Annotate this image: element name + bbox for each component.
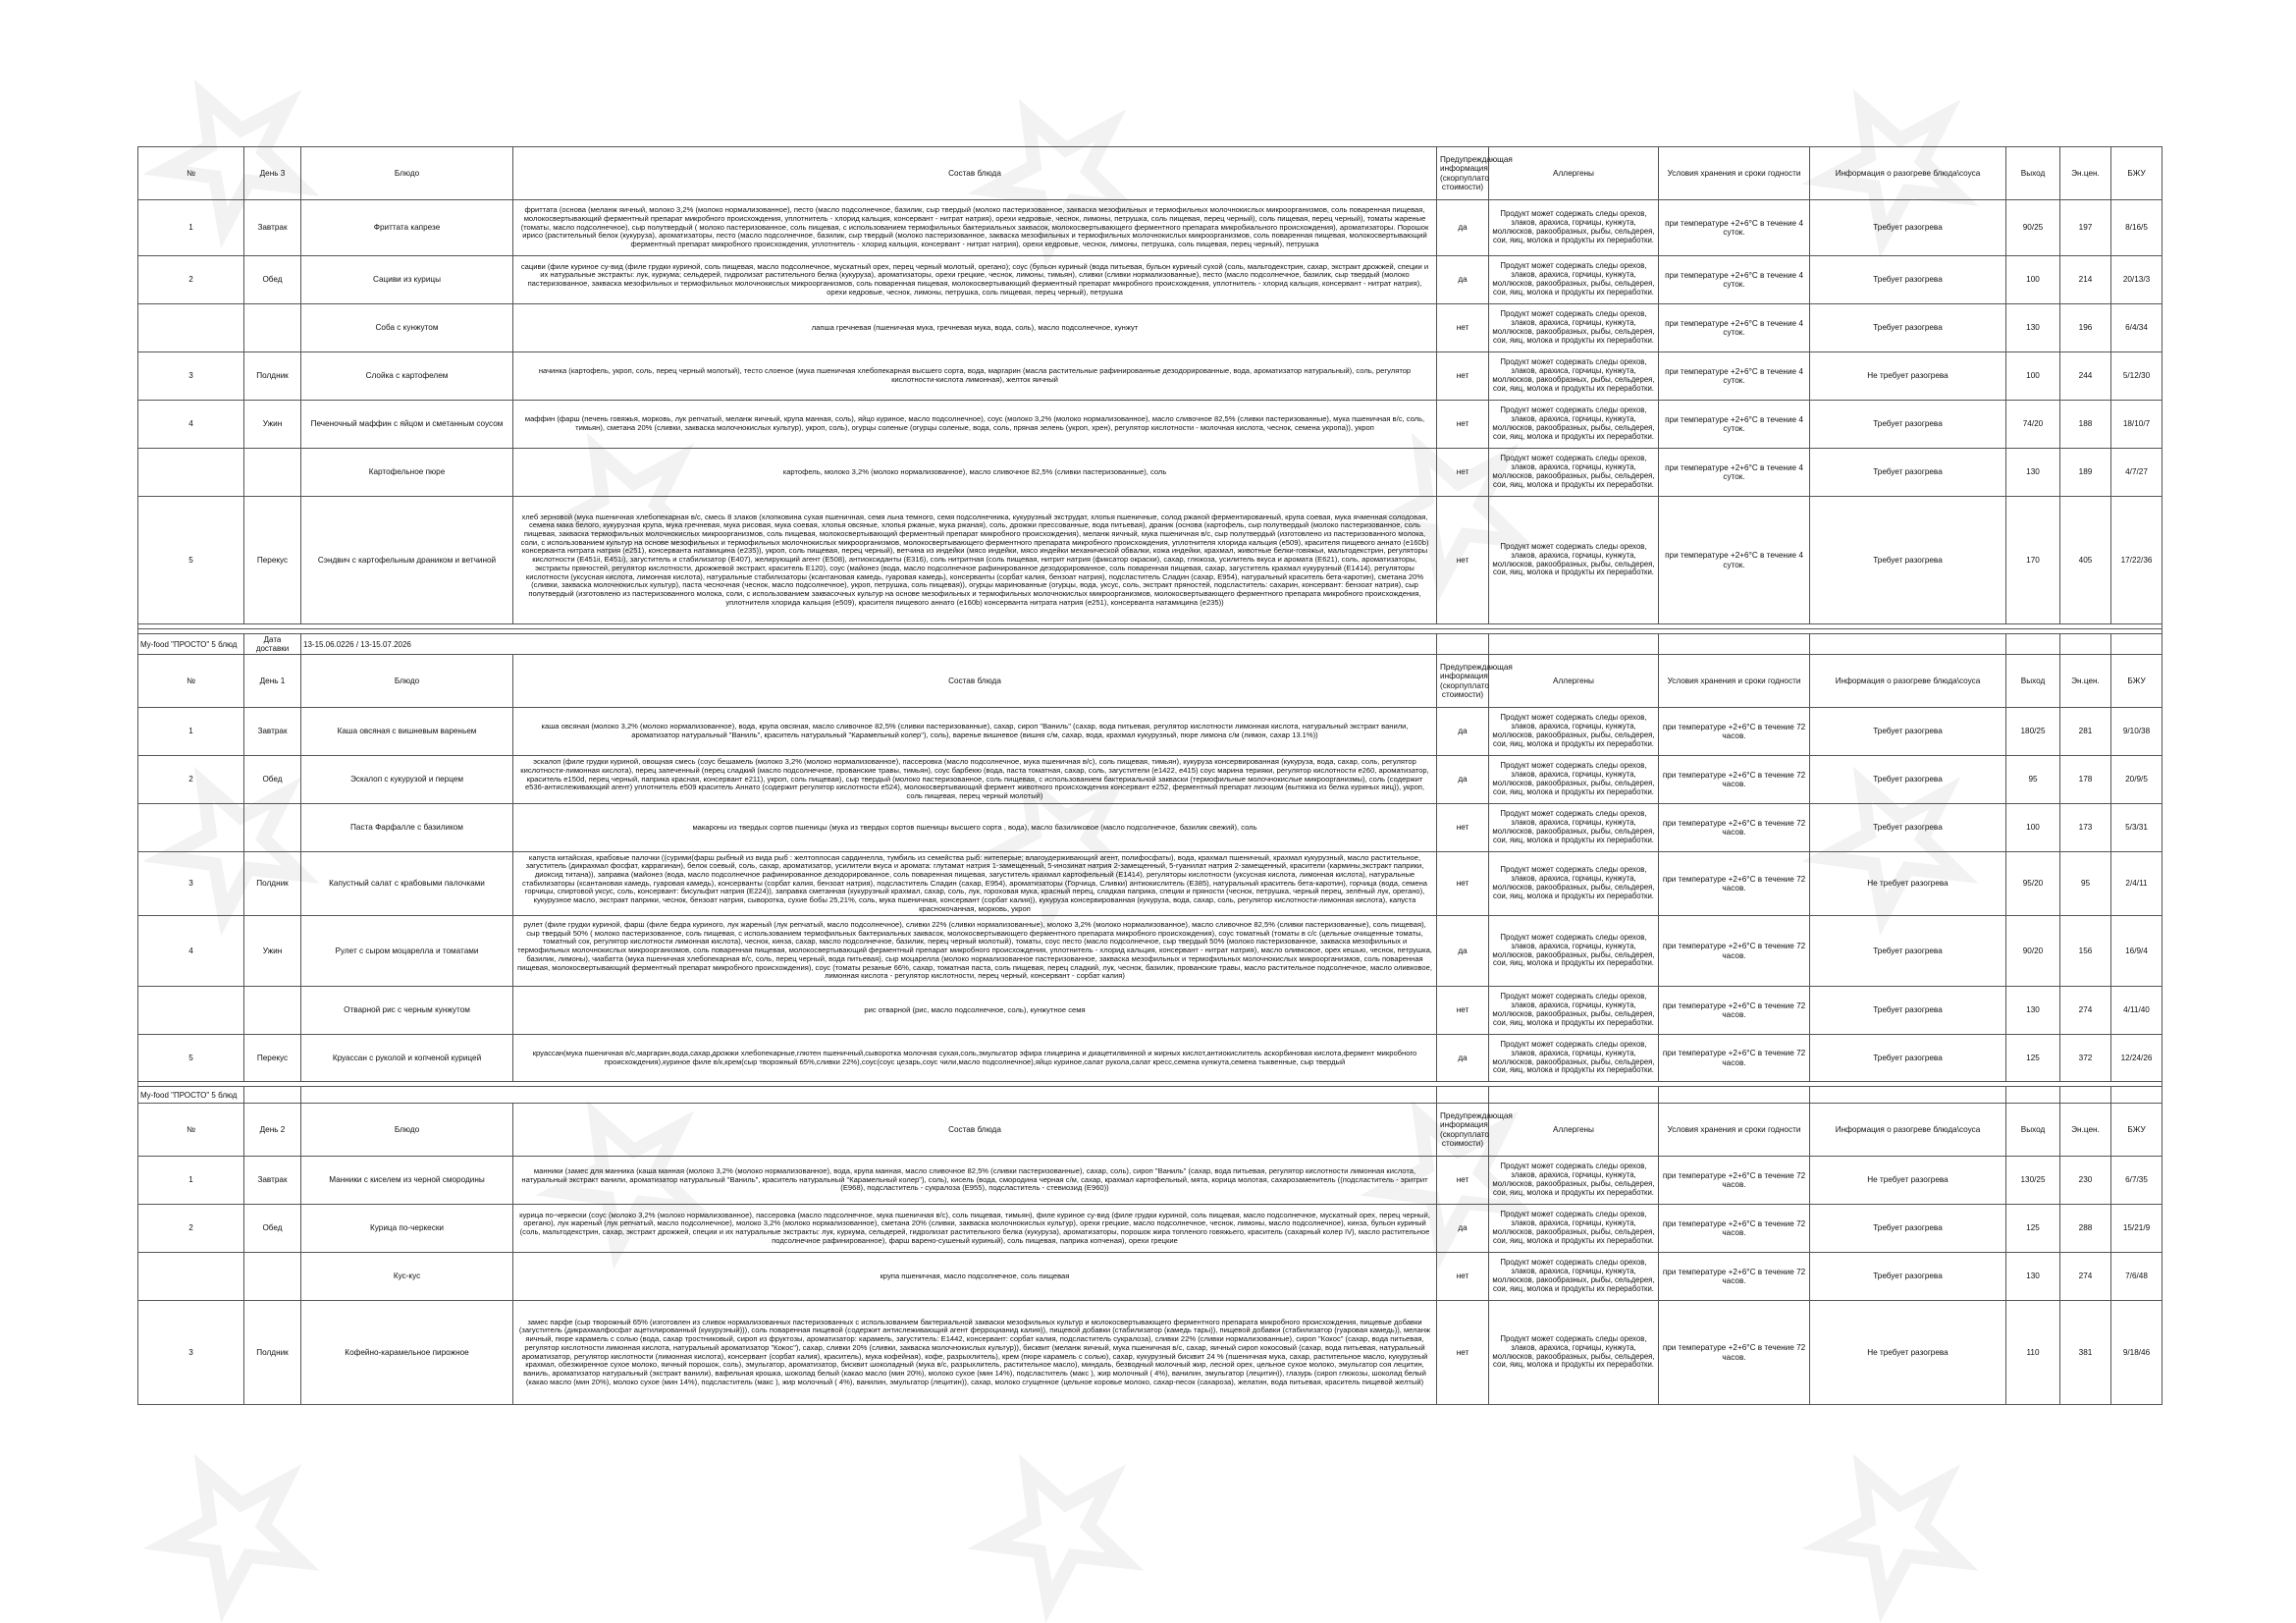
row-reheat: Требует разогрева — [1810, 256, 2006, 304]
header-warning: Предупреждающая информация (скорпуплато стоимости) — [1437, 655, 1489, 708]
row-warning: да — [1437, 200, 1489, 256]
header-dish: Блюдо — [301, 1104, 513, 1157]
table-header-row — [138, 1104, 2163, 1157]
row-num: 2 — [138, 256, 244, 304]
row-dish: Печеночный маффин с яйцом и сметанным соусом — [301, 401, 513, 449]
row-storage: при температуре +2+6°С в течение 72 часов. — [1659, 1253, 1810, 1301]
row-warning: нет — [1437, 987, 1489, 1035]
row-bju: 9/10/38 — [2111, 708, 2163, 756]
header-day: День 3 — [244, 147, 301, 200]
row-dish: Капустный салат с крабовыми палочками — [301, 852, 513, 916]
row-dish: Эскалоп с кукурузой и перцем — [301, 756, 513, 804]
header-bju: БЖУ — [2111, 1104, 2163, 1157]
row-meal: Полдник — [244, 1301, 301, 1405]
row-storage: при температуре +2+6°С в течение 72 часов. — [1659, 916, 1810, 987]
table-row — [138, 401, 2163, 449]
row-allergens: Продукт может содержать следы орехов, злаков, арахиса, горчицы, кунжута, моллюсков, ракообразных, рыбы, сельдерея, сои, яиц, молока и продукты их переработки. — [1489, 1157, 1659, 1205]
row-storage: при температуре +2+6°С в течение 72 часов. — [1659, 1205, 1810, 1253]
row-composition: макароны из твердых сортов пшеницы (мука из твердых сортов пшеницы высшего сорта , вода), масло базиликовое (масло подсолнечное, базилик свежий), соль — [513, 804, 1437, 852]
row-storage: при температуре +2+6°С в течение 4 суток. — [1659, 449, 1810, 497]
row-dish: Картофельное пюре — [301, 449, 513, 497]
row-storage: при температуре +2+6°С в течение 72 часов. — [1659, 1301, 1810, 1405]
row-storage: при температуре +2+6°С в течение 72 часов. — [1659, 852, 1810, 916]
row-energy: 244 — [2060, 352, 2111, 401]
row-meal — [244, 804, 301, 852]
row-meal: Перекус — [244, 497, 301, 624]
row-allergens: Продукт может содержать следы орехов, злаков, арахиса, горчицы, кунжута, моллюсков, ракообразных, рыбы, сельдерея, сои, яиц, молока и продукты их переработки. — [1489, 916, 1659, 987]
row-storage: при температуре +2+6°С в течение 4 суток. — [1659, 304, 1810, 352]
row-dish: Кус-кус — [301, 1253, 513, 1301]
header-reheat: Информация о разогреве блюда\соуса — [1810, 1104, 2006, 1157]
header-yield: Выход — [2006, 655, 2060, 708]
table-row — [138, 852, 2163, 916]
row-yield: 130 — [2006, 987, 2060, 1035]
empty-cell — [1810, 1087, 2006, 1104]
table-row — [138, 1253, 2163, 1301]
row-reheat: Требует разогрева — [1810, 449, 2006, 497]
row-storage: при температуре +2+6°С в течение 72 часов. — [1659, 987, 1810, 1035]
empty-cell — [1437, 634, 1489, 655]
row-storage: при температуре +2+6°С в течение 4 суток. — [1659, 256, 1810, 304]
empty-cell — [2060, 634, 2111, 655]
watermark-mark — [967, 1438, 1148, 1614]
row-num: 3 — [138, 352, 244, 401]
row-bju: 12/24/26 — [2111, 1035, 2163, 1082]
row-dish: Кофейно-карамельное пирожное — [301, 1301, 513, 1405]
row-energy: 372 — [2060, 1035, 2111, 1082]
row-warning: да — [1437, 1205, 1489, 1253]
empty-cell — [2006, 1087, 2060, 1104]
table-row — [138, 200, 2163, 256]
row-energy: 173 — [2060, 804, 2111, 852]
row-energy: 274 — [2060, 987, 2111, 1035]
header-storage: Условия хранения и сроки годности — [1659, 147, 1810, 200]
row-composition: замес парфе (сыр творожный 65% (изготовлен из сливок нормализованных пастеризованных с использованием бактериальной закваски мезофильных культур и молокосвертывающего ферментного препарата микробного происхождения, пищевые добавки (загуститель (дикрахмалфосфат ацетилированный (кукурузный))), соль поваренная пищевой (содержит антислеживающий агент ферроцианид калия)), пищевой добавки (стабилизатор (камедь тары)), пищевой добавки (стабилизатор (гуаровая камедь)), меланж яичный, пюре карамель с солью (вода, сахар тростниковый, сироп из фруктозы, ароматизатор: карамель, загуститель: Е1442, консервант: сорбат калия, подсластитель сукралоза), сливки 22% (сливки нормализованные), сироп "Кокос" (сахар, вода питьевая, регулятор кислотности лимонная кислота, натуральный ароматизатор "Кокос"), сахар, сливки 20% (сливки, закваска молочнокислых культур)), бисквит (меланж яичный, мука пшеничная в/с, сахар, яичный сироп кокосовый (сахар, вода питьевая, натуральный ароматизатор, регулятор кислотности (лимонная кислота), консервант (сорбат калия), краситель), мука кофейная), кофе, разрыхлитель), крем (пюре карамель с солью), сахар, кукурузный бисквит 24 % (пшеничная мука, сахар, растительное масло, кукурузный крахмал, обезжиренное сухое молоко, яичный порошок, соль), эмульгатор, ароматизатор, бисквит шоколадный (мука в/с, разрыхлитель, растительное масло), миндаль, безводный молочный жир, лесной орех, цельное сухое молоко, эмульгатор соя лецитин, ваниль, ароматизатор натуральный (экстракт ванили), вафельная крошка, шоколад белый (какао масло (мин 20%), молоко сухое (мин 14%), подсластитель (макс ), жир молочный ( 4%), ванилин, эмульгатор (лецитин)), глазурь (сироп глюкозы, шоколад белый (какао масло (мин 20%), молоко сухое (мин 14%), подсластитель (макс ), жир молочный ( 4%), ванилин, эмульгатор (лецитин)), сахар, молоко сгущенное (цельное коровье молоко, сахар-песок (сахароза), желатин, вода питьевая, краситель пищевой желтый) — [513, 1301, 1437, 1405]
row-allergens: Продукт может содержать следы орехов, злаков, арахиса, горчицы, кунжута, моллюсков, ракообразных, рыбы, сельдерея, сои, яиц, молока и продукты их переработки. — [1489, 987, 1659, 1035]
header-reheat: Информация о разогреве блюда\соуса — [1810, 147, 2006, 200]
row-composition: маффин (фарш (печень говяжья, морковь, лук репчатый, меланж яичный, крупа манная, соль), яйцо куриное, масло подсолнечное), соус (молоко 3,2% (молоко нормализованное), масло сливочное 82,5% (сливки пастеризованные), мука пшеничная в/с, соль, тимьян), сметана 20% (сливки, закваска молочнокислых культур), укроп, соль), огурцы соленые (огурцы соленые, вода, соль, пряная зелень (укроп, хрен), регулятор кислотности - молочная кислота, чеснок, семена укропа)), укроп — [513, 401, 1437, 449]
row-energy: 156 — [2060, 916, 2111, 987]
row-energy: 189 — [2060, 449, 2111, 497]
row-yield: 125 — [2006, 1035, 2060, 1082]
empty-cell — [2060, 1087, 2111, 1104]
row-dish: Рулет с сыром моцарелла и томатами — [301, 916, 513, 987]
table-row — [138, 304, 2163, 352]
header-storage: Условия хранения и сроки годности — [1659, 655, 1810, 708]
header-yield: Выход — [2006, 147, 2060, 200]
row-num — [138, 449, 244, 497]
empty-cell — [2006, 634, 2060, 655]
row-warning: нет — [1437, 852, 1489, 916]
row-dish: Соба с кунжутом — [301, 304, 513, 352]
row-storage: при температуре +2+6°С в течение 4 суток. — [1659, 497, 1810, 624]
header-allergens: Аллергены — [1489, 1104, 1659, 1157]
table-row — [138, 449, 2163, 497]
table-row — [138, 256, 2163, 304]
header-num: № — [138, 655, 244, 708]
header-yield: Выход — [2006, 1104, 2060, 1157]
row-energy: 274 — [2060, 1253, 2111, 1301]
row-num: 2 — [138, 756, 244, 804]
table-row — [138, 987, 2163, 1035]
row-reheat: Не требует разогрева — [1810, 1157, 2006, 1205]
menu-table — [137, 146, 2163, 1405]
row-bju: 15/21/9 — [2111, 1205, 2163, 1253]
row-dish: Слойка с картофелем — [301, 352, 513, 401]
row-allergens: Продукт может содержать следы орехов, злаков, арахиса, горчицы, кунжута, моллюсков, ракообразных, рыбы, сельдерея, сои, яиц, молока и продукты их переработки. — [1489, 1253, 1659, 1301]
row-meal: Полдник — [244, 352, 301, 401]
table-row — [138, 497, 2163, 624]
section-title-row — [138, 634, 2163, 655]
table-row — [138, 916, 2163, 987]
row-meal: Обед — [244, 256, 301, 304]
row-num: 1 — [138, 200, 244, 256]
row-reheat: Требует разогрева — [1810, 708, 2006, 756]
row-meal: Обед — [244, 1205, 301, 1253]
table-header-row — [138, 655, 2163, 708]
row-warning: нет — [1437, 1253, 1489, 1301]
empty-cell — [1437, 1087, 1489, 1104]
table-row — [138, 1205, 2163, 1253]
row-warning: да — [1437, 1035, 1489, 1082]
table-row — [138, 1301, 2163, 1405]
row-energy: 381 — [2060, 1301, 2111, 1405]
row-allergens: Продукт может содержать следы орехов, злаков, арахиса, горчицы, кунжута, моллюсков, ракообразных, рыбы, сельдерея, сои, яиц, молока и продукты их переработки. — [1489, 756, 1659, 804]
row-bju: 8/16/5 — [2111, 200, 2163, 256]
row-energy: 178 — [2060, 756, 2111, 804]
row-storage: при температуре +2+6°С в течение 4 суток. — [1659, 401, 1810, 449]
row-composition: эскалоп (филе грудки куриной, овощная смесь (соус бешамель (молоко 3,2% (молоко нормализованное), пассеровка (масло подсолнечное, мука пшеничная в/с), соль пищевая, тимьян), кукуруза консервированная (кукуруза, вода, сахар, соль, регулятор кислотности-лимонная кислота), перец запеченный (перец сладкий (масло подсолнечное, прованские травы, тимьян), соус барбекю (вода, паста томатная, сахар, соль, загустители (е1422, е415) соус марина терияки, регулятор кислотности е260, ароматизатор, краситель е150d, перец черный, паприка красная, консервант е211), укроп, соль пищевая), сыр твердый (молоко пастеризованное, соль пищевая, с использованием бактериальной закваски (термофильные молочнокислые микроорганизмы), соль (содержит е536-антислеживающий агент) уплотнитель е509 краситель Аннато (содержит регулятор кислотности е524), молокосвертывающий фермент животного происхождения консервант е252, ферментный препарат лизоцим (вытяжка из белка куриных яиц)), укроп, соль пищевая, перец черный молотый) — [513, 756, 1437, 804]
row-warning: нет — [1437, 449, 1489, 497]
row-bju: 4/11/40 — [2111, 987, 2163, 1035]
row-meal — [244, 1253, 301, 1301]
row-reheat: Требует разогрева — [1810, 916, 2006, 987]
header-energy: Эн.цен. — [2060, 147, 2111, 200]
header-day: День 2 — [244, 1104, 301, 1157]
row-storage: при температуре +2+6°С в течение 72 часов. — [1659, 1157, 1810, 1205]
row-reheat: Требует разогрева — [1810, 200, 2006, 256]
row-meal — [244, 449, 301, 497]
row-composition: сациви (филе куриное су-вид (филе грудки куриной, соль пищевая, масло подсолнечное, мускатный орех, перец черный молотый, орегано); соус (бульон куриный (вода питьевая, бульон куриный сухой (соль, мальтодекстрин, сахар, экстракт дрожжей, специи и их натуральные экстракты: лук, куркума; сельдерей, гидролизат растительного белка (кукуруза), ароматизаторы, орехи грецкие, чеснок, лимоны, тимьян), сливки (сливки нормализованные), песто (масло подсолнечное, базилик, сыр твердый (молоко пастеризованное, закваска мезофильных и термофильных молочнокислых микроорганизмов, соль поваренная пищевая, молокосвертывающий ферментный препарат микробного происхождения, уплотнитель - хлорид кальция, консервант - нитрат натрия), орехи кедровые, чеснок, лимоны, петрушка, соль пищевая, перец черный), петрушка — [513, 256, 1437, 304]
row-storage: при температуре +2+6°С в течение 72 часов. — [1659, 756, 1810, 804]
row-num: 3 — [138, 852, 244, 916]
delivery-dates: 13-15.06.0226 / 13-15.07.2026 — [301, 634, 1437, 655]
row-energy: 230 — [2060, 1157, 2111, 1205]
row-energy: 188 — [2060, 401, 2111, 449]
empty-cell — [2111, 1087, 2163, 1104]
row-composition: начинка (картофель, укроп, соль, перец черный молотый), тесто слоеное (мука пшеничная хлебопекарная высшего сорта, вода, маргарин (масла растительные рафинированные дезодорированные, вода, ароматизатор натуральный), соль, регулятор кислотности-кислота лимонная), желток яичный — [513, 352, 1437, 401]
header-composition: Состав блюда — [513, 1104, 1437, 1157]
row-warning: да — [1437, 756, 1489, 804]
row-warning: нет — [1437, 1301, 1489, 1405]
row-yield: 130/25 — [2006, 1157, 2060, 1205]
row-yield: 95 — [2006, 756, 2060, 804]
row-allergens: Продукт может содержать следы орехов, злаков, арахиса, горчицы, кунжута, моллюсков, ракообразных, рыбы, сельдерея, сои, яиц, молока и продукты их переработки. — [1489, 200, 1659, 256]
row-meal: Завтрак — [244, 1157, 301, 1205]
header-energy: Эн.цен. — [2060, 1104, 2111, 1157]
header-day: День 1 — [244, 655, 301, 708]
header-dish: Блюдо — [301, 655, 513, 708]
row-meal: Завтрак — [244, 200, 301, 256]
watermark-star — [142, 1438, 323, 1614]
row-composition: круассан(мука пшеничная в/с,маргарин,вода,сахар,дрожжи хлебопекарные,глютен пшеничный,сыворотка молочная сухая,соль,эмульгатор эфира глицерина и диацетилвинной и жирных кислот,антиокислитель аскорбиновая кислота,фермент микробного происхождения),куриное филе в/к,крем(сыр творожный 65%,сливки 22%),соус(соус цезарь,соус чили,масло подсолнечное),яйцо куриное,салат рукола,салат кресс,семена кунжута,семена тыквенные, сыр твердый — [513, 1035, 1437, 1082]
row-meal: Ужин — [244, 916, 301, 987]
row-yield: 90/20 — [2006, 916, 2060, 987]
row-composition: манники (замес для манника (каша манная (молоко 3,2% (молоко нормализованное), вода, крупа манная, масло сливочное 82,5% (сливки пастеризованные), сахар, соль), сироп "Ваниль" (сахар, вода питьевая, регулятор кислотности лимонная кислота, натуральный экстракт ванили, ароматизатор натуральный "Ваниль", краситель натуральный "Карамельный колер"), соль), кисель (вода, смородина черная с/м, сахар, крахмал картофельный, мята, корица молотая, сахарозаменитель ((подсластитель - эритрит (Е968), подсластитель - сукралоза (Е955), подсластитель - стевиозид (Е960)) — [513, 1157, 1437, 1205]
row-composition: крупа пшеничная, масло подсолнечное, соль пищевая — [513, 1253, 1437, 1301]
row-bju: 9/18/46 — [2111, 1301, 2163, 1405]
row-yield: 130 — [2006, 449, 2060, 497]
header-warning: Предупреждающая информация (скорпуплато стоимости) — [1437, 1104, 1489, 1157]
row-bju: 20/13/3 — [2111, 256, 2163, 304]
row-yield: 100 — [2006, 256, 2060, 304]
table-row — [138, 352, 2163, 401]
row-reheat: Не требует разогрева — [1810, 352, 2006, 401]
row-dish: Сациви из курицы — [301, 256, 513, 304]
row-bju: 4/7/27 — [2111, 449, 2163, 497]
row-meal: Полдник — [244, 852, 301, 916]
header-reheat: Информация о разогреве блюда\соуса — [1810, 655, 2006, 708]
delivery-date-label: Дата доставки — [244, 634, 301, 655]
row-yield: 180/25 — [2006, 708, 2060, 756]
table-row — [138, 1157, 2163, 1205]
row-allergens: Продукт может содержать следы орехов, злаков, арахиса, горчицы, кунжута, моллюсков, ракообразных, рыбы, сельдерея, сои, яиц, молока и продукты их переработки. — [1489, 804, 1659, 852]
row-meal — [244, 304, 301, 352]
row-num: 4 — [138, 401, 244, 449]
table-row — [138, 756, 2163, 804]
row-composition: курица по-черкески (соус (молоко 3,2% (молоко нормализованное), пассеровка (масло подсолнечное, мука пшеничная в/с), соль пищевая, тимьян), филе куриное су-вид (филе грудки куриной, соль пищевая, масло подсолнечное, мускатный орех, перец черный, орегано), лук жареный (лук репчатый, масло подсолнечное), молоко 3,2% (молоко нормализованное), сметана 20% (сливки, закваска молочнокислых культур), орехи грецкие, масло подсолнечное, чеснок, лимоны, масло подсолнечное), кинза, бульон куриный (соль, мальтодекстрин, сахар, экстракт дрожжей, специи и их натуральные экстракты: лук, куркума, сельдерей, гидролизат растительного белка (кукуруза), ароматизаторы, порошок жира топленого говяжьего, краситель (сахарный колер IV), масло растительное подсолнечное рафинированное), фарш варено-сушеный куриный), соль пищевая, паприка копченая), орехи грецкие — [513, 1205, 1437, 1253]
header-num: № — [138, 147, 244, 200]
row-energy: 281 — [2060, 708, 2111, 756]
row-num — [138, 987, 244, 1035]
empty-cell — [1489, 634, 1659, 655]
row-bju: 20/9/5 — [2111, 756, 2163, 804]
row-warning: да — [1437, 916, 1489, 987]
empty-cell — [2111, 634, 2163, 655]
brand-label: My-food "ПРОСТО" 5 блюд — [138, 1087, 244, 1104]
menu-sheet — [137, 146, 2162, 1405]
watermark-mark — [142, 1438, 323, 1614]
row-num — [138, 1253, 244, 1301]
row-num — [138, 304, 244, 352]
row-dish: Манники с киселем из черной смородины — [301, 1157, 513, 1205]
row-bju: 6/4/34 — [2111, 304, 2163, 352]
row-num — [138, 804, 244, 852]
row-storage: при температуре +2+6°С в течение 72 часов. — [1659, 1035, 1810, 1082]
row-allergens: Продукт может содержать следы орехов, злаков, арахиса, горчицы, кунжута, моллюсков, ракообразных, рыбы, сельдерея, сои, яиц, молока и продукты их переработки. — [1489, 256, 1659, 304]
watermark-star — [967, 1438, 1148, 1614]
row-yield: 90/25 — [2006, 200, 2060, 256]
row-num: 4 — [138, 916, 244, 987]
row-composition: капуста китайская, крабовые палочки ((сурими(фарш рыбный из вида рыб : желтоплосая сардинелла, тумбиль из семейства рыб: нитеперые; влагоудерживающий агент, полифосфаты), вода, крахмал пшеничный, крахмал кукурузный, масло растительное, загуститель (дикрахмал фосфат, каррагинан), белок соевый, соль, сахар, ароматизатор, усилители вкуса и аромата: глутамат натрия 1-замещенный, 5-инозинат натрия 2-замещенный, 5-гуанилат натрия 2-замещенный, красители (кармины,экстракт паприки, диоксид титана)), заправка (майонез (вода, масло подсолнечное рафинированное дезодорированное, соль поваренная пищевая, загуститель крахмал картофельный (Е1414), регуляторы кислотности (уксусная кислота, лимонная кислота), натуральные стабилизаторы (ксантановая камедь, гуаровая камедь), консерванты (сорбат калия, бензоат натрия), подсластитель Сладин (сахар, Е954), ароматизаторы (Горчица, Сливки) антиокислитель (Е385), натуральный краситель бета-каротин), горчица (вода, семена горчицы, спиртовой уксус, соль, консервант: бисульфит натрия (Е224)), заправка сметанная (кукурузный крахмал, сахар, соль, лук, гороховая мука, красный перец, сладкая паприка, специи и пряности (чеснок, петрушка, черный перец, зелёный лук, орегано), кукурузное масло, экстракт паприки, чеснок, бензоат натрия, сыворотка, сухие бобы 25,21%, соль, мука пшеничная, консервант (сорбат калия)), кукуруза консервированная (кукуруза, вода, сахар, соль, регулятор кислотности-лимонная кислота), капуста краснокочанная, морковь, укроп — [513, 852, 1437, 916]
row-dish: Каша овсяная с вишневым вареньем — [301, 708, 513, 756]
row-yield: 74/20 — [2006, 401, 2060, 449]
row-allergens: Продукт может содержать следы орехов, злаков, арахиса, горчицы, кунжута, моллюсков, ракообразных, рыбы, сельдерея, сои, яиц, молока и продукты их переработки. — [1489, 708, 1659, 756]
row-yield: 170 — [2006, 497, 2060, 624]
empty-cell — [1810, 634, 2006, 655]
delivery-date-label — [244, 1087, 301, 1104]
row-num: 1 — [138, 1157, 244, 1205]
row-allergens: Продукт может содержать следы орехов, злаков, арахиса, горчицы, кунжута, моллюсков, ракообразных, рыбы, сельдерея, сои, яиц, молока и продукты их переработки. — [1489, 401, 1659, 449]
row-yield: 95/20 — [2006, 852, 2060, 916]
row-bju: 5/12/30 — [2111, 352, 2163, 401]
row-storage: при температуре +2+6°С в течение 4 суток. — [1659, 352, 1810, 401]
delivery-dates — [301, 1087, 1437, 1104]
table-row — [138, 1035, 2163, 1082]
empty-cell — [1659, 1087, 1810, 1104]
header-allergens: Аллергены — [1489, 655, 1659, 708]
row-bju: 18/10/7 — [2111, 401, 2163, 449]
row-composition: каша овсяная (молоко 3,2% (молоко нормализованное), вода, крупа овсяная, масло сливочное 82,5% (сливки пастеризованные), сахар, сироп "Ваниль" (сахар, вода питьевая, регулятор кислотности лимонная кислота, натуральный экстракт ванили, ароматизатор натуральный "Ваниль", краситель натуральный "Карамельный колер"), соль), варенье вишневое (вишня с/м, сахар, вода, крахмал кукурузный, пюре лимона с/м (лимон, сахар 13.1%)) — [513, 708, 1437, 756]
row-composition: лапша гречневая (пшеничная мука, гречневая мука, вода, соль), масло подсолнечное, кунжут — [513, 304, 1437, 352]
header-composition: Состав блюда — [513, 655, 1437, 708]
section-title-row — [138, 1087, 2163, 1104]
row-warning: нет — [1437, 497, 1489, 624]
row-energy: 95 — [2060, 852, 2111, 916]
row-energy: 288 — [2060, 1205, 2111, 1253]
row-dish: Курица по-черкески — [301, 1205, 513, 1253]
brand-label: My-food "ПРОСТО" 5 блюд — [138, 634, 244, 655]
row-num: 1 — [138, 708, 244, 756]
row-meal: Обед — [244, 756, 301, 804]
row-warning: да — [1437, 256, 1489, 304]
row-num: 3 — [138, 1301, 244, 1405]
table-header-row — [138, 147, 2163, 200]
row-reheat: Требует разогрева — [1810, 987, 2006, 1035]
row-bju: 7/6/48 — [2111, 1253, 2163, 1301]
row-energy: 196 — [2060, 304, 2111, 352]
row-yield: 125 — [2006, 1205, 2060, 1253]
row-yield: 100 — [2006, 352, 2060, 401]
row-reheat: Требует разогрева — [1810, 1035, 2006, 1082]
row-yield: 130 — [2006, 1253, 2060, 1301]
row-meal — [244, 987, 301, 1035]
row-meal: Перекус — [244, 1035, 301, 1082]
row-bju: 16/9/4 — [2111, 916, 2163, 987]
row-warning: да — [1437, 708, 1489, 756]
row-composition: картофель, молоко 3,2% (молоко нормализованное), масло сливочное 82,5% (сливки пастеризованные), соль — [513, 449, 1437, 497]
row-reheat: Не требует разогрева — [1810, 1301, 2006, 1405]
row-yield: 110 — [2006, 1301, 2060, 1405]
header-energy: Эн.цен. — [2060, 655, 2111, 708]
row-reheat: Не требует разогрева — [1810, 852, 2006, 916]
row-storage: при температуре +2+6°С в течение 72 часов. — [1659, 708, 1810, 756]
row-composition: рулет (филе грудки куриной, фарш (филе бедра куриного, лук жареный (лук репчатый, масло подсолнечное), сливки 22% (сливки нормализованные), молоко 3,2% (молоко нормализованное), масло сливочное 82,5% (сливки пастеризованные), соль пищевая), сыр твердый 50% ( молоко пастеризованное, соль пищевая, с использованием термофильных бактериальных заквасок, молокосвертывающего ферментного препарата микробного происхождения), соус томатный (томаты в с/с (цельные очищенные томаты, томатный сок, регулятор кислотности лимонная кислота), чеснок, кинза, сахар, масло подсолнечное, базилик, перец черный молотый), томаты, соус песто (масло подсолнечное, сыр твердый 50% (молоко пастеризованное, закваска мезофильных и термофильных молочнокислых микроорганизмов, соль поваренная пищевая, молокосвертывающий ферментный препарат микробного происхождения, уплотнитель - хлорид кальция, консервант - нитрат натрия), масло оливковое, орех кешью, чеснок, петрушка, базилик, лимоны), чиабатта (мука пшеничная хлебопекарная в/с, соль, перец черный, вода питьевая), сыр моцарелла (молоко нормализованное пастеризованное, закваска мезофильных и термофильных молочнокислых микроорганизмов, соль поваренная пищевая, молокосвертывающий ферментный препарат микробного происхождения), соус (томаты резаные 66%, сахар, томатная паста, соль пищевая, перец сладкий, лук, чеснок, базилик, прованские травы, масло растительное подсолнечное, масло оливковое, лимонная кислота - регулятор кислотности, перец черный, консервант - сорбат калия) — [513, 916, 1437, 987]
row-allergens: Продукт может содержать следы орехов, злаков, арахиса, горчицы, кунжута, моллюсков, ракообразных, рыбы, сельдерея, сои, яиц, молока и продукты их переработки. — [1489, 852, 1659, 916]
row-dish: Паста Фарфалле с базиликом — [301, 804, 513, 852]
row-allergens: Продукт может содержать следы орехов, злаков, арахиса, горчицы, кунжута, моллюсков, ракообразных, рыбы, сельдерея, сои, яиц, молока и продукты их переработки. — [1489, 1205, 1659, 1253]
row-allergens: Продукт может содержать следы орехов, злаков, арахиса, горчицы, кунжута, моллюсков, ракообразных, рыбы, сельдерея, сои, яиц, молока и продукты их переработки. — [1489, 497, 1659, 624]
row-num: 5 — [138, 1035, 244, 1082]
row-composition: рис отварной (рис, масло подсолнечное, соль), кунжутное семя — [513, 987, 1437, 1035]
header-storage: Условия хранения и сроки годности — [1659, 1104, 1810, 1157]
header-num: № — [138, 1104, 244, 1157]
row-dish: Сэндвич с картофельным драником и ветчиной — [301, 497, 513, 624]
row-num: 2 — [138, 1205, 244, 1253]
row-energy: 197 — [2060, 200, 2111, 256]
row-warning: нет — [1437, 1157, 1489, 1205]
row-reheat: Требует разогрева — [1810, 304, 2006, 352]
watermark-star — [1801, 1438, 1982, 1614]
row-allergens: Продукт может содержать следы орехов, злаков, арахиса, горчицы, кунжута, моллюсков, ракообразных, рыбы, сельдерея, сои, яиц, молока и продукты их переработки. — [1489, 352, 1659, 401]
row-energy: 405 — [2060, 497, 2111, 624]
table-row — [138, 804, 2163, 852]
empty-cell — [1489, 1087, 1659, 1104]
row-yield: 100 — [2006, 804, 2060, 852]
header-warning: Предупреждающая информация (скорпуплато стоимости) — [1437, 147, 1489, 200]
row-warning: нет — [1437, 401, 1489, 449]
row-bju: 5/3/31 — [2111, 804, 2163, 852]
row-yield: 130 — [2006, 304, 2060, 352]
header-composition: Состав блюда — [513, 147, 1437, 200]
row-dish: Отварной рис с черным кунжутом — [301, 987, 513, 1035]
row-bju: 6/7/35 — [2111, 1157, 2163, 1205]
row-dish: Круассан с руколой и копченой курицей — [301, 1035, 513, 1082]
empty-cell — [1659, 634, 1810, 655]
row-allergens: Продукт может содержать следы орехов, злаков, арахиса, горчицы, кунжута, моллюсков, ракообразных, рыбы, сельдерея, сои, яиц, молока и продукты их переработки. — [1489, 304, 1659, 352]
row-dish: Фриттата капрезе — [301, 200, 513, 256]
row-energy: 214 — [2060, 256, 2111, 304]
row-bju: 17/22/36 — [2111, 497, 2163, 624]
row-reheat: Требует разогрева — [1810, 1253, 2006, 1301]
row-reheat: Требует разогрева — [1810, 756, 2006, 804]
header-bju: БЖУ — [2111, 147, 2163, 200]
watermark-mark — [1801, 1438, 1982, 1614]
header-dish: Блюдо — [301, 147, 513, 200]
row-meal: Завтрак — [244, 708, 301, 756]
row-warning: нет — [1437, 352, 1489, 401]
row-composition: фриттата (основа (меланж яичный, молоко 3,2% (молоко нормализованное), песто (масло подсолнечное, базилик, сыр твердый (молоко пастеризованное, закваска мезофильных и термофильных молочнокислых микроорганизмов, соль поваренная пищевая, молокосвертывающий ферментный препарат микробного происхождения, уплотнитель - хлорид кальция, консервант - нитрат натрия), орехи кедровые, чеснок, лимоны, петрушка, соль пищевая, перец черный), соль пищевая, перец черный), томаты жареные (томаты, масло подсолнечное), сыр полутвердый ( молоко пастеризованное, соль пищевая, с использованием термофильных бактериальных заквасок, молокосвертывающего ферментного препарата микробиального происхождения), ароматизаторы. Порошок ирисо (растительный белок (кукуруза), ароматизаторы, песто (масло подсолнечное, базилик, сыр твердый (молоко пастеризованное, закваска мезофильных и термофильных молочнокислых микроорганизмов, соль поваренная пищевая, молокосвертывающий ферментный препарат микробного происхождения, уплотнитель - хлорид кальция, консервант - нитрат натрия), орехи кедровые, чеснок, лимоны, петрушка, соль пищевая, перец черный), петрушка — [513, 200, 1437, 256]
row-warning: нет — [1437, 304, 1489, 352]
table-row — [138, 708, 2163, 756]
row-composition: хлеб зерновой (мука пшеничная хлебопекарная в/с, смесь 8 злаков (хлопковина сухая пшеничная, семя льна темного, семя подсолнечника, кукурузный экструдат, хлопья пшеничные, солод ржаной ферментированный, крупа соевая, мука ячменная солодовая, семена мака белого, кукурузная крупа, мука гречневая, мука рисовая, мука соевая, хлопья овсяные, хлопья ржаные, мука ржаная), соль, дрожжи прессованные, вода питьевая), драник (основа (картофель, сыр полутвердый (молоко пастеризованное, соль пищевая, закваска термофильных молочнокислых микроорганизмов, соль пищевая, молокосвертывающий ферментный препарат микробного происхождения), меланж яичный, мука пшеничная в/с, сыр полутвердый (изготовлено из пастеризованного молока, соли, с использованием культур на основе мезофильных и термофильных молочнокислых микроорганизмов, молокосвертывающего ферментного препарата микробного происхождения, уплотнителя хлорида кальция (е509), красителя пищевого аннато (е160b) консерванта нитрата натрия (е251), консерванта натамицина (е235)), укроп, соль пищевая, перец черный), ветчина из индейки (мясо индейки, мясо индейки механической обвалки, кожа индейки, крахмал, животные белки-говяжьи, мальтодекстрин, регуляторы кислотности (Е451ii, Е451i), загуститель и стабилизатор (Е407), желирующий агент (Е508), антиоксиданты (Е316), соль нитритная (соль пищевая, нитрит натрия (фиксатор окраски), сахар, глюкоза, усилитель вкуса и аромата (Е621), соль, ароматизаторы, экстракты пряностей, регулятор кислотности, дрожжевой экстракт, краситель Е120), соус (майонез (вода, масло подсолнечное рафинированное дезодорированное, соль поваренная пищевая, сахар, загуститель крахмал кукурузный (Е1414), регуляторы кислотности (уксусная кислота, лимонная кислота), натуральные стабилизаторы (ксантановая камедь, гуаровая камедь), консерванты (сорбат калия, бензоат натрия), подсластитель Сладин (сахар, Е954), натуральный краситель бета-каротин), сметана 20% (сливки, закваска молочнокислых культур), паста чесночная (чеснок, масло подсолнечное), укроп, петрушка, соль пищевая)), огурцы маринованные (огурцы, вода, уксус, соль, экстракт пряностей, подсластитель: сахарин, консервант: бензоат натрия), сыр полутвердый (изготовлено из пастеризованного молока, соли, с использованием заквасочных культур на основе мезофильных и термофильных молочнокислых микроорганизмов, молокосвертывающего ферментного препарата микробного происхождения, уплотнителя хлорида кальция (е509), красителя пищевого аннато (е160b) консерванта нитрата натрия (е251), консерванта натамицина (е235)) — [513, 497, 1437, 624]
row-storage: при температуре +2+6°С в течение 4 суток. — [1659, 200, 1810, 256]
row-reheat: Требует разогрева — [1810, 1205, 2006, 1253]
row-bju: 2/4/11 — [2111, 852, 2163, 916]
row-meal: Ужин — [244, 401, 301, 449]
header-bju: БЖУ — [2111, 655, 2163, 708]
row-num: 5 — [138, 497, 244, 624]
row-storage: при температуре +2+6°С в течение 72 часов. — [1659, 804, 1810, 852]
header-allergens: Аллергены — [1489, 147, 1659, 200]
row-allergens: Продукт может содержать следы орехов, злаков, арахиса, горчицы, кунжута, моллюсков, ракообразных, рыбы, сельдерея, сои, яиц, молока и продукты их переработки. — [1489, 1035, 1659, 1082]
row-allergens: Продукт может содержать следы орехов, злаков, арахиса, горчицы, кунжута, моллюсков, ракообразных, рыбы, сельдерея, сои, яиц, молока и продукты их переработки. — [1489, 1301, 1659, 1405]
row-warning: нет — [1437, 804, 1489, 852]
row-allergens: Продукт может содержать следы орехов, злаков, арахиса, горчицы, кунжута, моллюсков, ракообразных, рыбы, сельдерея, сои, яиц, молока и продукты их переработки. — [1489, 449, 1659, 497]
row-reheat: Требует разогрева — [1810, 497, 2006, 624]
row-reheat: Требует разогрева — [1810, 804, 2006, 852]
row-reheat: Требует разогрева — [1810, 401, 2006, 449]
